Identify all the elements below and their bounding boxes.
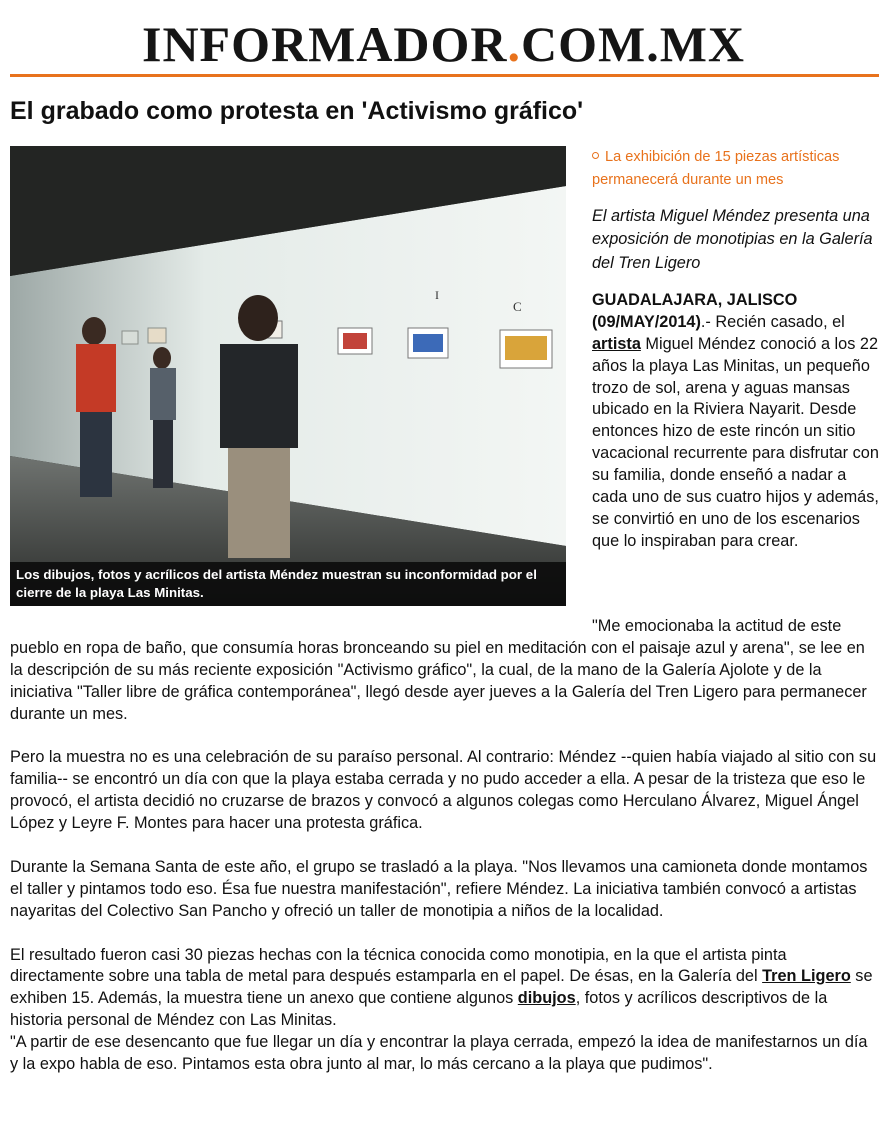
header-divider: [10, 74, 879, 77]
article-lead: [592, 290, 881, 553]
photo-caption: Los dibujos, fotos y acrílicos del artista Méndez muestran su inconformidad por el cierre de la playa Las Minitas.: [10, 562, 566, 606]
highlight-bullet: [592, 146, 882, 192]
dateline: GUADALAJARA, JALISCO (09/MAY/2014): [592, 290, 798, 331]
paragraph-2: Pero la muestra no es una celebración de su paraíso personal. Al contrario: Méndez --quien había viajado al sitio con su familia-- se encontró un día con que la playa estaba cerrada y no pudo acceder a ella. A pesar de la tristeza que eso le provocó, el artista decidió no cruzarse de brazos y convocó a algunos colegas como Herculano Álvarez, Miguel Ángel López y Leyre F. Montes para hacer una protesta gráfica.: [10, 748, 877, 833]
logo-dot: .: [507, 16, 522, 72]
lead-text-a: .- Recién casado, el: [700, 312, 845, 331]
article-photo: [10, 146, 566, 606]
p4-text-a: El resultado fueron casi 30 piezas hechas con la técnica conocida como monotipia, en la que el artista pinta directamente sobre una tabla de metal para después estamparla en el papel. De ésas, en la Galería del: [10, 945, 787, 986]
logo-text-part1: INFORMADOR: [141, 16, 508, 72]
article-body: [10, 616, 880, 1098]
paragraph-4: [10, 945, 880, 1033]
paragraph-3: Durante la Semana Santa de este año, el grupo se trasladó a la playa. "Nos llevamos una camioneta donde montamos el taller y pintamos todo eso. Ésa fue nuestra manifestación", refiere Méndez. La iniciativa también convocó a artistas nayaritas del Colectivo San Pancho y ofreció un taller de monotipia a niños de la localidad.: [10, 857, 868, 920]
lead-text-b: Miguel Méndez conoció a los 22 años la playa Las Minitas, un pequeño trozo de sol, arena y aguas mansas ubicado en la Riviera Nayarit. Desde entonces hizo de este rincón un sitio vacacional recurrente para disfrutar con su familia, donde enseñó a nadar a cada uno de sus cuatro hijos y además, se convirtió en uno de los escenarios que lo inspiraban para crear.: [592, 334, 879, 550]
paragraph-1: [10, 616, 880, 726]
gallery-photo-illustration: [10, 146, 566, 606]
paragraph-1-first-line: "Me emocionaba la actitud de este: [592, 617, 842, 635]
article-sidebar: [592, 146, 882, 553]
paragraph-1-rest: pueblo en ropa de baño, que consumía horas bronceando su piel en meditación con el paisaje azul y arena", se lee en la descripción de su más reciente exposición "Activismo gráfico", la cual, de la mano de la Galería Ajolote y de la iniciativa "Taller libre de gráfica contemporánea", llegó desde ayer jueves a la Galería del Tren Ligero para permanecer durante un mes.: [10, 638, 867, 723]
site-logo[interactable]: [0, 18, 887, 70]
p4-text-b: se exhiben 15. Además, la muestra tiene un anexo que contiene algunos: [10, 967, 873, 1008]
article-title: El grabado como protesta en 'Activismo gráfico': [10, 97, 584, 125]
highlight-text: La exhibición de 15 piezas artísticas permanecerá durante un mes: [592, 149, 840, 188]
p4-text-c: , fotos y acrílicos descriptivos de la historia personal de Méndez con Las Minitas.: [10, 989, 828, 1030]
svg-text:C: C: [513, 299, 522, 314]
tren-ligero-link[interactable]: Tren Ligero: [762, 967, 851, 986]
artista-link[interactable]: artista: [592, 334, 641, 353]
svg-text:I: I: [435, 288, 439, 302]
bullet-circle-icon: [592, 152, 599, 159]
article-subheadline: El artista Miguel Méndez presenta una exposición de monotipias en la Galería del Tren Ligero: [592, 207, 873, 272]
paragraph-5: "A partir de ese desencanto que fue llegar un día y encontrar la playa cerrada, empezó la idea de manifestarnos un día y la expo habla de eso. Pintamos esta obra junto al mar, lo más cercano a la playa que pudimos".: [10, 1033, 868, 1074]
logo-text-part2: COM.MX: [521, 16, 746, 72]
dibujos-link[interactable]: dibujos: [517, 989, 576, 1008]
